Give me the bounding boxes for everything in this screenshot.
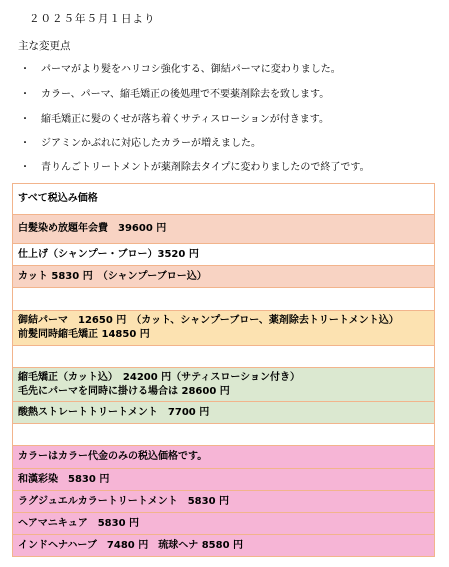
row-text: 毛先にパーマを同時に掛ける場合は 28600 円 bbox=[18, 385, 230, 397]
row-text: 御結パーマ 12650 円 （カット、シャンプーブロー、薬剤除去トリートメント込） bbox=[18, 315, 399, 326]
row-text: ヘアマニキュア 5830 円 bbox=[18, 517, 140, 529]
bullet: ・ bbox=[20, 162, 30, 173]
price-row bbox=[13, 446, 434, 469]
price-row-header bbox=[13, 184, 434, 215]
price-row bbox=[13, 535, 434, 557]
row-text: 白髪染め放題年会費 39600 円 bbox=[18, 223, 167, 234]
price-table bbox=[12, 183, 435, 557]
bullet: ・ bbox=[20, 114, 30, 125]
change-text: パーマがより髪をハリコシ強化する、御結パーマに変わりました。 bbox=[41, 64, 341, 75]
change-item bbox=[20, 134, 261, 149]
price-row bbox=[13, 402, 434, 424]
price-row bbox=[13, 368, 434, 402]
change-item bbox=[20, 158, 370, 173]
price-row bbox=[13, 311, 434, 346]
row-text: 仕上げ（シャンプー・ブロー）3520 円 bbox=[18, 248, 199, 260]
bullet: ・ bbox=[20, 64, 30, 75]
effective-date: ２０２５年５月１日より bbox=[29, 13, 156, 25]
change-text: カラー、パーマ、縮毛矯正の後処理で不要薬剤除去を致します。 bbox=[41, 89, 330, 100]
changes-heading: 主な変更点 bbox=[18, 40, 71, 52]
price-row-spacer bbox=[13, 424, 434, 446]
price-row bbox=[13, 215, 434, 244]
row-text: インドヘナハーブ 7480 円 琉球ヘナ 8580 円 bbox=[18, 539, 244, 551]
change-text: ジアミンかぶれに対応したカラーが増えました。 bbox=[41, 138, 261, 149]
price-row bbox=[13, 244, 434, 266]
change-text: 青りんごトリートメントが薬剤除去タイプに変わりましたので終了です。 bbox=[41, 162, 370, 173]
price-row bbox=[13, 469, 434, 491]
price-row-spacer bbox=[13, 288, 434, 311]
price-row bbox=[13, 266, 434, 288]
change-item bbox=[20, 60, 341, 75]
bullet: ・ bbox=[20, 89, 30, 100]
price-row bbox=[13, 513, 434, 535]
row-text: ラグジュエルカラートリートメント 5830 円 bbox=[18, 495, 230, 507]
change-item bbox=[20, 85, 329, 100]
price-row-spacer bbox=[13, 346, 434, 368]
row-text: 前髪同時縮毛矯正 14850 円 bbox=[18, 329, 150, 340]
row-text: カット 5830 円 （シャンプーブロー込） bbox=[18, 270, 207, 282]
price-row bbox=[13, 491, 434, 513]
row-text: 酸熱ストレートトリートメント 7700 円 bbox=[18, 406, 210, 418]
row-text: 和漢彩染 5830 円 bbox=[18, 473, 110, 485]
bullet: ・ bbox=[20, 138, 30, 149]
row-text: 縮毛矯正（カット込） 24200 円（サティスローション付き） bbox=[18, 371, 300, 383]
row-text: カラーはカラー代金のみの税込価格です。 bbox=[18, 451, 208, 462]
row-text: すべて税込み価格 bbox=[18, 193, 98, 204]
change-item bbox=[20, 110, 329, 125]
change-text: 縮毛矯正に髪のくせが落ち着くサティスローションが付きます。 bbox=[41, 114, 329, 125]
